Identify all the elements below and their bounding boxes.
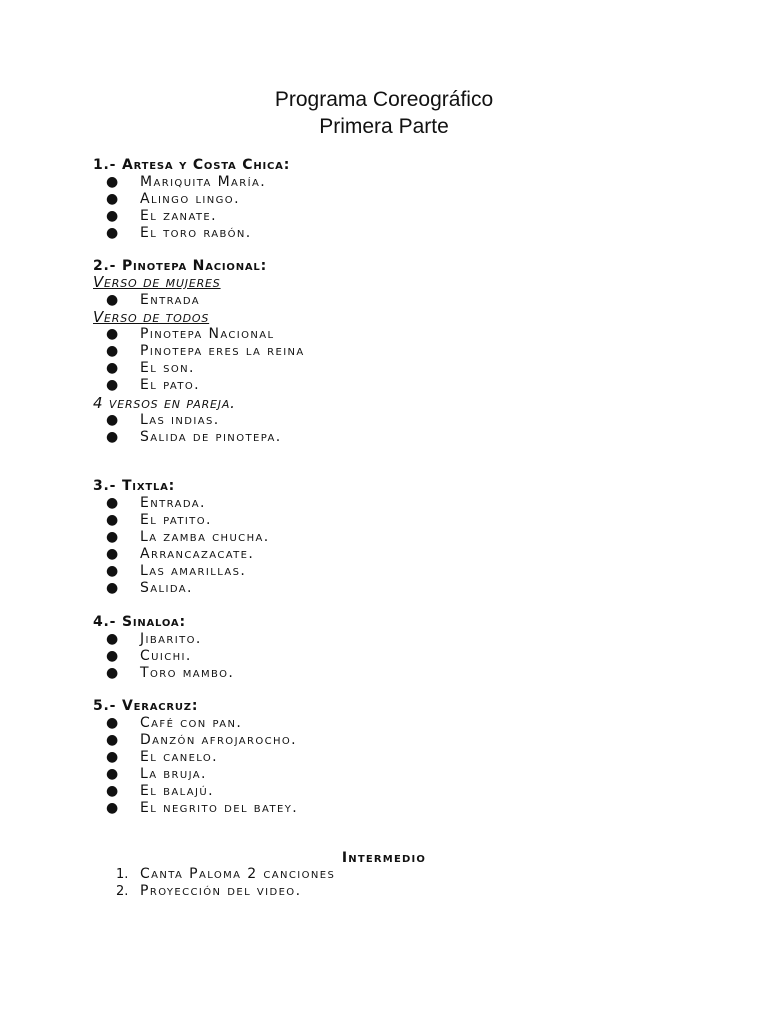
list-item: ● Salida.	[106, 580, 193, 596]
section-list-2b	[0, 326, 305, 394]
intermission-heading: Intermedio	[341, 850, 427, 866]
list-item: ● Jibarito.	[106, 631, 202, 647]
section-heading-1: 1.- Artesa y Costa Chica:	[93, 157, 291, 173]
list-item: ● Toro mambo.	[106, 665, 235, 681]
list-item: ● Arrancazacate.	[106, 546, 255, 562]
list-item: ● Salida de pinotepa.	[106, 429, 282, 445]
bullet-icon: ●	[106, 580, 119, 596]
bullet-icon: ●	[106, 715, 119, 731]
section-heading-2: 2.- Pinotepa Nacional:	[93, 258, 267, 274]
bullet-icon: ●	[106, 174, 119, 190]
page-subtitle: Primera Parte	[319, 115, 449, 138]
bullet-icon: ●	[106, 766, 119, 782]
section-note-versos-pareja: 4 versos en pareja.	[93, 394, 236, 412]
list-item: ● Pinotepa Nacional	[106, 326, 275, 342]
bullet-icon: ●	[106, 648, 119, 664]
section-list-2a	[0, 292, 200, 309]
list-item: ● El pato.	[106, 377, 200, 393]
section-heading-3: 3.- Tixtla:	[93, 478, 176, 494]
list-item: ● Cuichi.	[106, 648, 192, 664]
list-item: 1. Canta Paloma 2 canciones	[116, 866, 336, 882]
bullet-icon: ●	[106, 512, 119, 528]
list-item: ● El negrito del batey.	[106, 800, 299, 816]
bullet-icon: ●	[106, 292, 119, 308]
bullet-icon: ●	[106, 412, 119, 428]
bullet-icon: ●	[106, 225, 119, 241]
list-item: ● Mariquita María.	[106, 174, 267, 190]
bullet-icon: ●	[106, 631, 119, 647]
list-item: ● El canelo.	[106, 749, 219, 765]
list-number: 1.	[116, 867, 129, 882]
list-item: ● La zamba chucha.	[106, 529, 270, 545]
section-list-1	[0, 174, 266, 242]
bullet-icon: ●	[106, 343, 119, 359]
section-heading-5: 5.- Veracruz:	[93, 698, 199, 714]
bullet-icon: ●	[106, 665, 119, 681]
section-heading-4: 4.- Sinaloa:	[93, 614, 186, 630]
bullet-icon: ●	[106, 783, 119, 799]
section-note-verso-mujeres: Verso de mujeres	[93, 273, 221, 291]
bullet-icon: ●	[106, 546, 119, 562]
bullet-icon: ●	[106, 429, 119, 445]
section-list-2c	[0, 412, 282, 446]
bullet-icon: ●	[106, 749, 119, 765]
bullet-icon: ●	[106, 732, 119, 748]
bullet-icon: ●	[106, 377, 119, 393]
bullet-icon: ●	[106, 495, 119, 511]
bullet-icon: ●	[106, 208, 119, 224]
section-list-4	[0, 631, 234, 682]
list-item: ● El toro rabón.	[106, 225, 252, 241]
list-item: ● Pinotepa eres la reina	[106, 343, 305, 359]
section-list-5	[0, 715, 298, 817]
section-list-3	[0, 495, 270, 597]
list-item: 2. Proyección del video.	[116, 883, 302, 899]
bullet-icon: ●	[106, 529, 119, 545]
list-item: ● Las amarillas.	[106, 563, 247, 579]
list-item: ● El patito.	[106, 512, 212, 528]
list-number: 2.	[116, 884, 129, 899]
bullet-icon: ●	[106, 563, 119, 579]
list-item: ● Alingo lingo.	[106, 191, 240, 207]
list-item: ● Entrada	[106, 292, 200, 308]
list-item: ● Café con pan.	[106, 715, 243, 731]
bullet-icon: ●	[106, 326, 119, 342]
bullet-icon: ●	[106, 360, 119, 376]
list-item: ● Las indias.	[106, 412, 220, 428]
bullet-icon: ●	[106, 800, 119, 816]
list-item: ● La bruja.	[106, 766, 207, 782]
list-item: ● Danzón afrojarocho.	[106, 732, 298, 748]
intermission-list	[0, 866, 335, 900]
list-item: ● El zanate.	[106, 208, 217, 224]
list-item: ● El balajú.	[106, 783, 214, 799]
list-item: ● Entrada.	[106, 495, 206, 511]
section-note-verso-todos: Verso de todos	[93, 308, 210, 326]
list-item: ● El son.	[106, 360, 195, 376]
page-title: Programa Coreográfico	[274, 88, 494, 111]
bullet-icon: ●	[106, 191, 119, 207]
